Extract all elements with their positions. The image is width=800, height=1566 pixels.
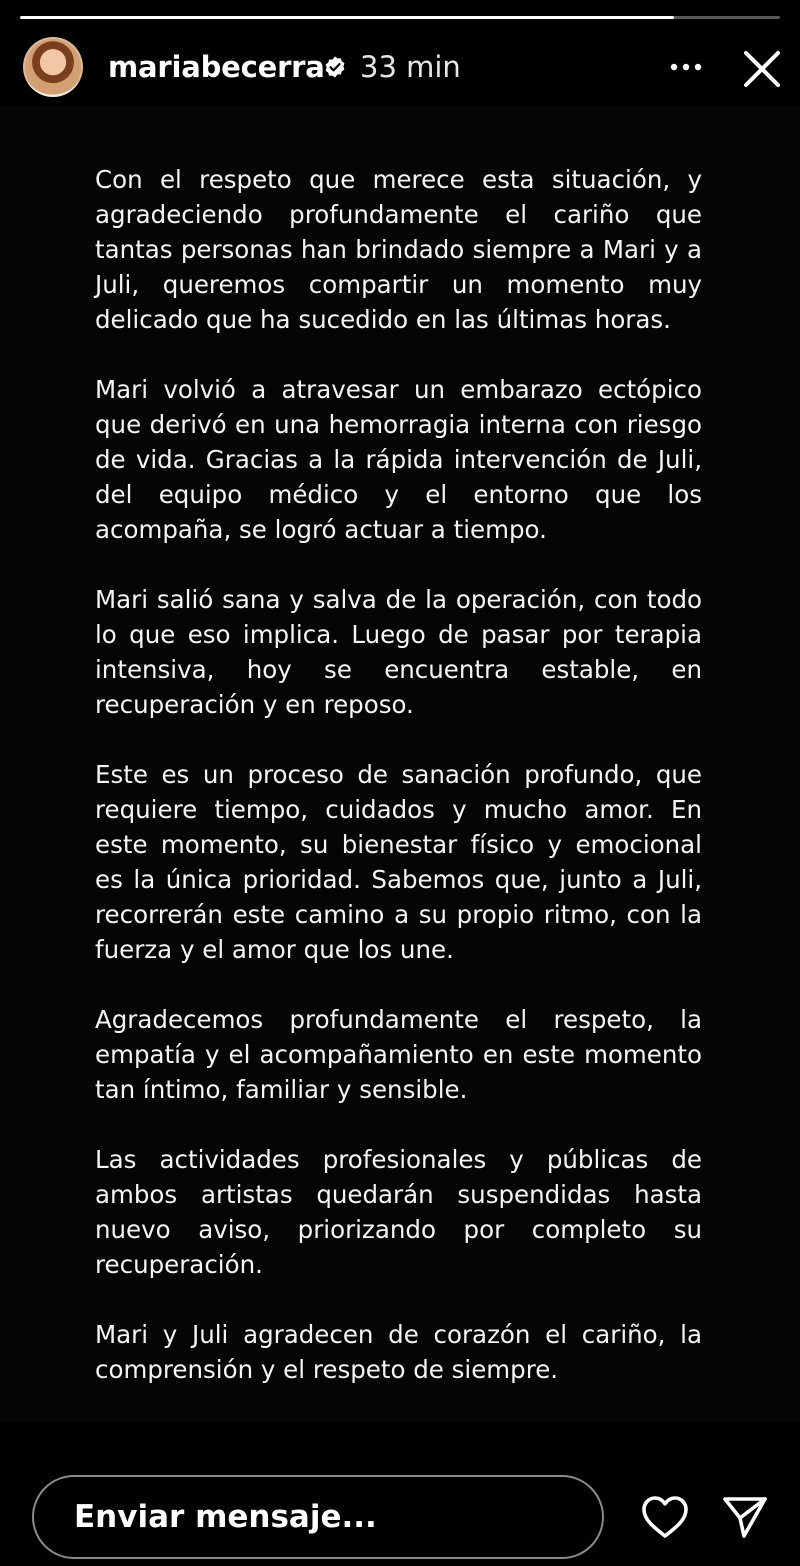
story-header [0, 30, 800, 106]
story-footer [0, 1460, 800, 1566]
story-paragraph-5: Agradecemos profundamente el respeto, la empatía y el acompañamiento en este momento tan íntimo, familiar y sensible. [95, 1005, 702, 1104]
story-progress-fill [20, 16, 674, 19]
close-icon[interactable] [739, 46, 785, 92]
post-time: 33 min [360, 50, 461, 84]
send-icon[interactable] [721, 1494, 769, 1540]
more-horizontal-icon[interactable] [666, 52, 706, 82]
story-paragraph-6: Las actividades profesionales y públicas de ambos artistas quedarán suspendidas hasta nuevo aviso, priorizando por completo su recuperación. [95, 1145, 702, 1279]
message-placeholder: Enviar mensaje... [74, 1499, 377, 1535]
story-paragraph-7: Mari y Juli agradecen de corazón el cariño, la comprensión y el respeto de siempre. [95, 1320, 702, 1384]
story-paragraph-1: Con el respeto que merece esta situación, y agradeciendo profundamente el cariño que tantas personas han brindado siempre a Mari y a Juli, queremos compartir un momento muy delicado que ha sucedido en las últimas horas. [95, 165, 702, 334]
story-text-block [95, 162, 702, 1387]
story-progress-bar [20, 16, 780, 19]
story-paragraph-2: Mari volvió a atravesar un embarazo ectópico que derivó en una hemorragia interna con riesgo de vida. Gracias a la rápida intervención de Juli, del equipo médico y el entorno que los acompaña, se logró actuar a tiempo. [95, 375, 702, 544]
story-paragraph-4: Este es un proceso de sanación profundo, que requiere tiempo, cuidados y mucho amor. En este momento, su bienestar físico y emocional es la única prioridad. Sabemos que, junto a Juli, recorrerán este camino a su propio ritmo, con la fuerza y el amor que los une. [95, 760, 702, 964]
message-input[interactable] [32, 1475, 604, 1559]
story-paragraph-3: Mari salió sana y salva de la operación, con todo lo que eso implica. Luego de pasar por terapia intensiva, hoy se encuentra estable, en recuperación y en reposo. [95, 585, 702, 719]
username[interactable]: mariabecerra [108, 50, 325, 84]
avatar[interactable] [23, 37, 83, 97]
heart-icon[interactable] [640, 1494, 690, 1540]
verified-badge-icon [323, 55, 347, 79]
